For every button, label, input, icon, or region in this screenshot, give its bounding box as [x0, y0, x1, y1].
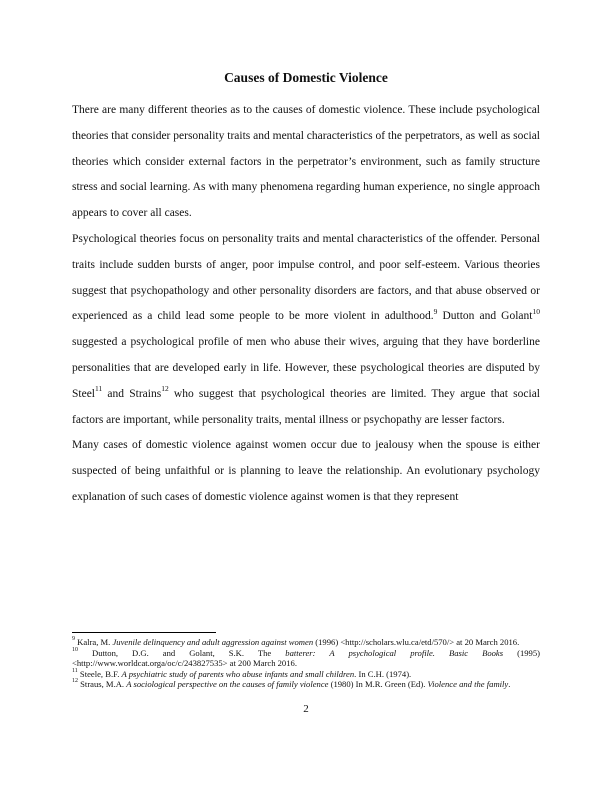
footnote-number: 10 [72, 646, 78, 653]
footnote-ref-10: 10 [532, 306, 540, 316]
paragraph-2-text-c: suggested a psychological profile of men who abuse their wives, arguing that they have borderline personalities that are developed early in life. However, these psychological theories are disputed by Steel [72, 336, 540, 400]
paragraph-2 [72, 227, 540, 433]
footnote-text: Dutton, D.G. and Golant, S.K. The [78, 647, 286, 658]
document-body [72, 98, 540, 511]
footnote-title: A sociological perspective on the causes of family violence [126, 679, 329, 689]
footnote-text: (1995) <http://www.worldcat.orga/oc/c/243827535> at 200 March 2016. [72, 647, 541, 668]
footnote-text: (1980) In M.R. Green (Ed). [328, 679, 428, 689]
footnote-text: . In C.H. (1974). [354, 668, 412, 679]
paragraph-3: Many cases of domestic violence against women occur due to jealousy when the spouse is either suspected of being unfaithful or is planning to leave the relationship. An evolutionary psychology explanation of such cases of domestic violence against women is that they represent [72, 439, 540, 503]
footnote-10 [72, 648, 540, 669]
footnote-ref-9: 9 [433, 306, 438, 316]
paragraph-2-text-d: and Strains [102, 387, 162, 400]
paragraph-2-text-b: Dutton and Golant [437, 310, 533, 323]
footnote-text: Steele, B.F. [77, 668, 122, 679]
paragraph-2-text-a: Psychological theories focus on personality traits and mental characteristics of the offender. Personal traits include sudden bursts of anger, poor impulse control, and poor self-esteem. Various theories suggest that psychopathology and other personality disorders are factors, and that abuse observed or experienced as a child lead some people to be more violent in adulthood. [72, 232, 540, 323]
page-title: Causes of Domestic Violence [224, 70, 388, 85]
footnotes [72, 637, 540, 690]
footnote-number: 9 [72, 636, 75, 643]
page-number: 2 [303, 703, 309, 715]
footnote-ref-12: 12 [161, 383, 169, 393]
footnote-title: Juvenile delinquency and adult aggression against women [112, 637, 314, 647]
footnote-title: A psychiatric study of parents who abuse infants and small children [121, 668, 355, 679]
footnote-text: . [508, 679, 511, 689]
footnote-number: 12 [72, 678, 78, 685]
footnote-title: batterer: A psychological profile. Basic Books [285, 647, 504, 658]
footnote-number: 11 [72, 667, 78, 674]
footnote-9 [72, 637, 540, 648]
footnote-12 [72, 679, 540, 690]
footnote-11 [72, 669, 540, 680]
footnote-text: Straus, M.A. [78, 679, 127, 689]
paragraph-1: There are many different theories as to the causes of domestic violence. These include psychological theories that consider personality traits and mental characteristics of the perpetrators, as well as social theories which consider external factors in the perpetrator’s environment, such as family structure stress and social learning. As with many phenomena regarding human experience, no single approach appears to cover all cases. [72, 104, 540, 220]
footnote-text: Kalra, M. [75, 637, 113, 647]
paragraph-2-text-e: who suggest that psychological theories are limited. They argue that social factors are important, while personality traits, mental illness or psychopathy are lesser factors. [72, 387, 540, 426]
footnote-separator [72, 632, 216, 633]
footnote-title: Violence and the family [427, 679, 509, 689]
footnote-text: (1996) <http://scholars.wlu.ca/etd/570/> at 20 March 2016. [313, 637, 520, 647]
footnote-ref-11: 11 [95, 383, 103, 393]
